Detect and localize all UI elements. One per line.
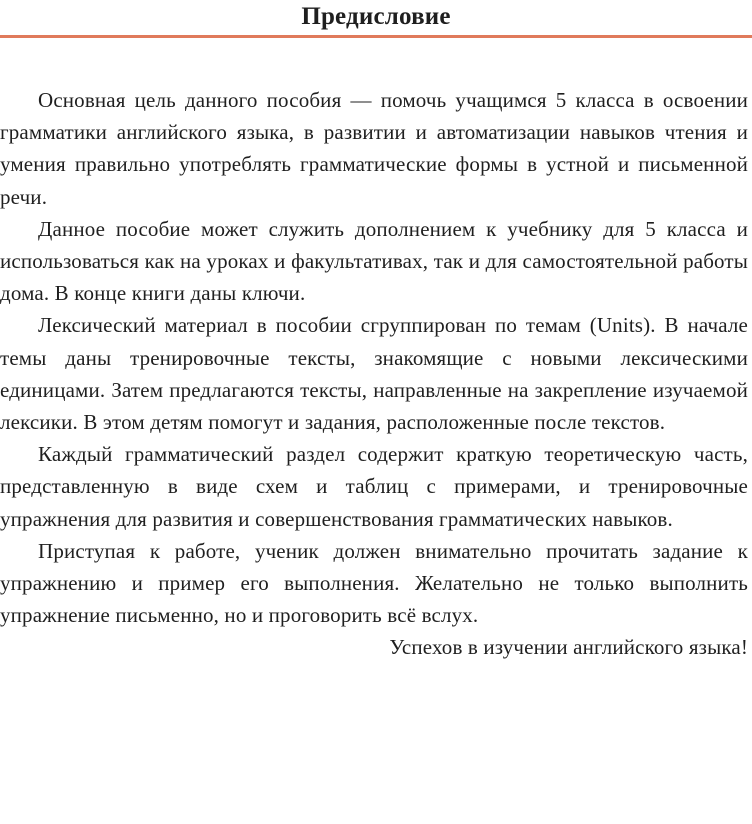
body-text (0, 84, 748, 664)
paragraph-1: Основная цель данного пособия — помочь учащимся 5 класса в освоении грамматики английского языка, в развитии и автоматизации навыков чтения и умения правильно употреблять грамматические формы в устной и письменной речи. (0, 88, 748, 209)
paragraph-2: Данное пособие может служить дополнением к учебнику для 5 класса и использоваться как на уроках и факультативах, так и для самостоятельной работы дома. В конце книги даны ключи. (0, 216, 748, 306)
paragraph-4: Каждый грамматический раздел содержит краткую теоретическую часть, представленную в виде схем и таблиц с примерами, и тренировочные упражнения для развития и совершенствования грамматических навыков. (0, 442, 748, 531)
paragraph-5: Приступая к работе, ученик должен внимательно прочитать задание к упражнению и пример его выполнения. Желательно не только выполнить упражнение письменно, но и проговорить всё вслух. (0, 538, 748, 628)
page-title: Предисловие (301, 3, 451, 30)
title-underline (0, 35, 752, 38)
closing-line: Успехов в изучении английского языка! (389, 635, 748, 660)
paragraph-3: Лексический материал в пособии сгруппирован по темам (Units). В начале темы даны тренировочные тексты, знакомящие с новыми лексическими единицами. Затем предлагаются тексты, направленные на закрепление изучаемой лексики. В этом детям помогут и задания, расположенные после текстов. (0, 313, 748, 435)
